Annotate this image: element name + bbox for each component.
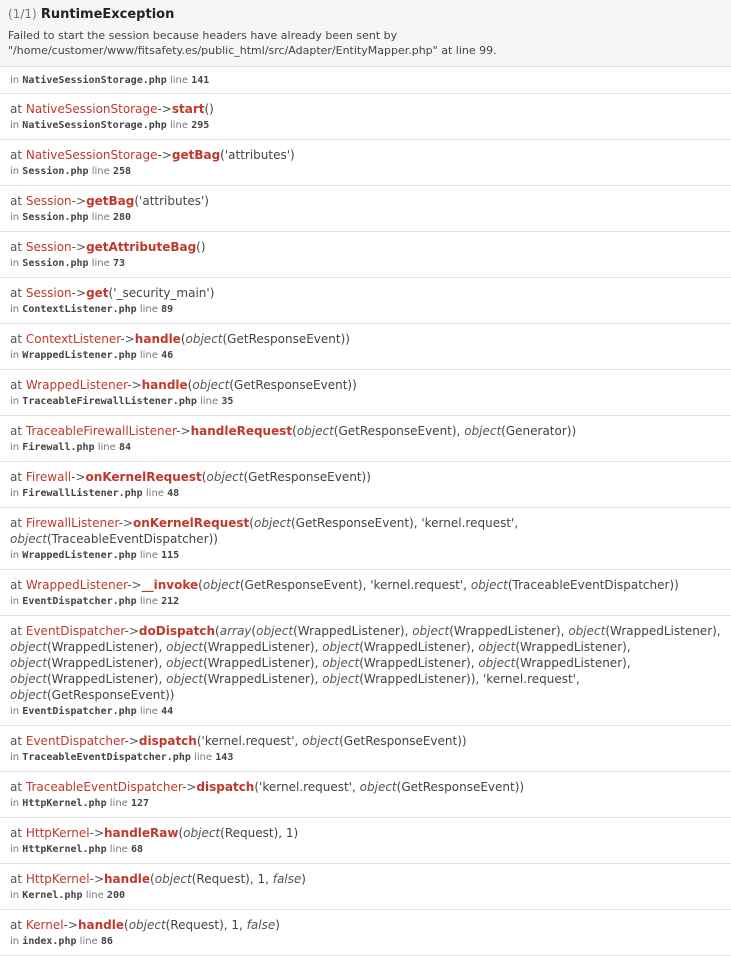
at-label: at [10, 240, 26, 254]
in-label: in [10, 890, 23, 901]
exception-class: RuntimeException [40, 7, 175, 22]
trace-arguments: (object(GetResponseEvent)) [187, 378, 357, 392]
trace-method-link[interactable]: getBag [171, 148, 221, 162]
trace-arguments: ('kernel.request', object(GetResponseEvent)) [254, 780, 525, 794]
object-operator: -> [71, 470, 86, 484]
line-label: line [88, 258, 113, 269]
trace-arguments: (object(GetResponseEvent)) [201, 470, 371, 484]
trace-file-location [10, 843, 723, 857]
stack-frames [0, 94, 731, 956]
in-label: in [10, 75, 20, 86]
trace-item [0, 186, 731, 232]
trace-file-location [10, 935, 723, 949]
trace-call [10, 331, 723, 347]
trace-item [0, 508, 731, 570]
file-name: FirewallListener.php [22, 488, 143, 499]
trace-method-link[interactable]: handle [134, 332, 181, 346]
object-operator: -> [71, 286, 87, 300]
in-label: in [10, 596, 23, 607]
trace-class-link[interactable]: Session [25, 286, 72, 300]
line-number: 212 [161, 596, 180, 607]
trace-method-link[interactable]: dispatch [196, 780, 255, 794]
in-label: in [10, 396, 23, 407]
trace-class-link[interactable]: WrappedListener [25, 378, 128, 392]
line-number: 46 [161, 350, 174, 361]
trace-call [10, 623, 723, 703]
in-label: in [10, 258, 23, 269]
in-label: in [10, 706, 23, 717]
trace-method-link[interactable]: get [86, 286, 109, 300]
line-number: 86 [100, 936, 113, 947]
file-name: index.php [22, 936, 77, 947]
object-operator: -> [127, 578, 142, 592]
trace-file-location [10, 303, 723, 317]
file-name: EventDispatcher.php [22, 706, 137, 717]
trace-file-location [10, 549, 723, 563]
at-label: at [10, 148, 26, 162]
line-label: line [136, 596, 162, 607]
file-name: TraceableFirewallListener.php [22, 396, 197, 407]
at-label: at [10, 918, 26, 932]
in-label: in [10, 304, 23, 315]
trace-arguments: (array(object(WrappedListener), object(WrappedListener), object(WrappedListener), object(WrappedListener), object(WrappedListener), object(WrappedListener), object(WrappedListener), object(WrappedListener), object(WrappedListener), object(WrappedListener), object(WrappedListener), object(WrappedListener), object(WrappedListener), object(WrappedListener)), 'kernel.request', object(GetResponseEvent)) [10, 624, 721, 702]
trace-call [10, 193, 723, 209]
trace-item [0, 864, 731, 910]
file-name: NativeSessionStorage.php [22, 75, 167, 86]
in-label: in [10, 120, 23, 131]
trace-method-link[interactable]: handle [77, 918, 124, 932]
line-number: 280 [112, 212, 131, 223]
trace-arguments: (object(GetResponseEvent), 'kernel.request', object(TraceableEventDispatcher)) [10, 516, 519, 546]
line-number: 115 [161, 550, 180, 561]
object-operator: -> [71, 194, 87, 208]
line-number: 127 [131, 798, 150, 809]
in-label: in [10, 936, 23, 947]
trace-class-link[interactable]: ContextListener [25, 332, 121, 346]
trace-call [10, 285, 723, 301]
object-operator: -> [127, 378, 142, 392]
trace-class-link[interactable]: WrappedListener [25, 578, 128, 592]
file-name: Session.php [22, 166, 89, 177]
line-number: 143 [215, 752, 234, 763]
line-number: 141 [191, 75, 210, 86]
object-operator: -> [182, 780, 197, 794]
trace-class-link[interactable]: Firewall [25, 470, 72, 484]
file-name: TraceableEventDispatcher.php [22, 752, 191, 763]
line-label: line [196, 396, 222, 407]
trace-arguments: (object(GetResponseEvent), object(Generator)) [292, 424, 577, 438]
line-number: 84 [118, 442, 131, 453]
trace-item [0, 278, 731, 324]
stack-trace-list [0, 67, 731, 94]
in-label: in [10, 798, 23, 809]
trace-arguments: ('attributes') [220, 148, 295, 162]
object-operator: -> [124, 624, 139, 638]
file-name: WrappedListener.php [22, 350, 137, 361]
in-label: in [10, 550, 23, 561]
exception-count: (1/1) [8, 7, 37, 21]
line-label: line [106, 798, 131, 809]
object-operator: -> [124, 734, 139, 748]
file-name: HttpKernel.php [22, 798, 107, 809]
trace-method-link[interactable]: getAttributeBag [86, 240, 197, 254]
line-label: line [88, 212, 113, 223]
trace-file-location [10, 441, 723, 455]
trace-file-location [10, 119, 723, 133]
trace-file-location [10, 211, 723, 225]
at-label: at [10, 470, 26, 484]
trace-item [0, 462, 731, 508]
trace-arguments: ('_security_main') [108, 286, 215, 300]
trace-method-link[interactable]: getBag [86, 194, 135, 208]
trace-call [10, 825, 723, 841]
trace-file-location [10, 797, 723, 811]
at-label: at [10, 578, 26, 592]
line-label: line [136, 304, 162, 315]
trace-class-link[interactable]: EventDispatcher [25, 734, 125, 748]
line-label: line [76, 936, 101, 947]
trace-item [0, 140, 731, 186]
trace-item [0, 910, 731, 956]
trace-method-link[interactable]: handle [141, 378, 188, 392]
in-label: in [10, 350, 23, 361]
trace-item [0, 94, 731, 140]
trace-file-location [10, 751, 723, 765]
at-label: at [10, 194, 26, 208]
object-operator: -> [71, 240, 87, 254]
trace-item [0, 818, 731, 864]
trace-file-location [10, 487, 723, 501]
at-label: at [10, 286, 26, 300]
at-label: at [10, 102, 26, 116]
trace-file-location [10, 595, 723, 609]
line-number: 258 [112, 166, 131, 177]
line-number: 200 [106, 890, 125, 901]
object-operator: -> [63, 918, 78, 932]
line-label: line [82, 890, 107, 901]
in-label: in [10, 442, 23, 453]
trace-item [0, 232, 731, 278]
trace-class-link[interactable]: HttpKernel [25, 872, 90, 886]
trace-call [10, 917, 723, 933]
file-name: Kernel.php [22, 890, 83, 901]
exception-title [8, 6, 723, 23]
trace-call [10, 779, 723, 795]
line-number: 73 [112, 258, 125, 269]
trace-arguments: () [204, 102, 214, 116]
trace-file-location [10, 165, 723, 179]
in-label: in [10, 166, 23, 177]
trace-item [0, 370, 731, 416]
trace-call [10, 871, 723, 887]
trace-method-link[interactable]: handleRequest [190, 424, 293, 438]
trace-method-link[interactable]: doDispatch [138, 624, 216, 638]
file-name: EventDispatcher.php [22, 596, 137, 607]
exception-header [0, 0, 731, 67]
trace-call [10, 377, 723, 393]
trace-class-link[interactable]: TraceableFirewallListener [25, 424, 177, 438]
file-name: Session.php [22, 212, 89, 223]
line-label: line [170, 75, 189, 86]
line-label: line [106, 844, 131, 855]
trace-file-location [10, 257, 723, 271]
line-number: 48 [167, 488, 180, 499]
line-number: 68 [131, 844, 144, 855]
at-label: at [10, 332, 26, 346]
exception-message: Failed to start the session because headers have already been sent by "/home/customer/www/fitsafety.es/public_html/src/Adapter/EntityMapper.php" at line 99. [8, 29, 497, 57]
trace-item [0, 324, 731, 370]
at-label: at [10, 780, 26, 794]
file-name: ContextListener.php [22, 304, 137, 315]
trace-arguments: (object(Request), 1) [178, 826, 299, 840]
trace-class-link[interactable]: Kernel [25, 918, 64, 932]
trace-class-link[interactable]: HttpKernel [25, 826, 90, 840]
file-name: HttpKernel.php [22, 844, 107, 855]
object-operator: -> [157, 148, 172, 162]
at-label: at [10, 516, 26, 530]
in-label: in [10, 844, 23, 855]
file-name: Session.php [22, 258, 89, 269]
in-label: in [10, 212, 23, 223]
trace-call [10, 469, 723, 485]
trace-arguments: (object(Request), 1, false) [124, 918, 280, 932]
at-label: at [10, 872, 26, 886]
line-number: 89 [161, 304, 174, 315]
at-label: at [10, 624, 26, 638]
in-label: in [10, 752, 23, 763]
trace-file-location [10, 395, 723, 409]
at-label: at [10, 378, 26, 392]
trace-item [0, 570, 731, 616]
trace-call [10, 239, 723, 255]
trace-call [10, 515, 723, 547]
line-number: 35 [221, 396, 234, 407]
object-operator: -> [118, 516, 134, 530]
trace-item [0, 416, 731, 462]
line-label: line [190, 752, 216, 763]
trace-arguments: (object(GetResponseEvent), 'kernel.request', object(TraceableEventDispatcher)) [198, 578, 679, 592]
trace-class-link[interactable]: FirewallListener [25, 516, 119, 530]
trace-call [10, 423, 723, 439]
trace-class-link[interactable]: Session [25, 194, 72, 208]
trace-class-link[interactable]: Session [25, 240, 72, 254]
line-label: line [136, 706, 162, 717]
line-label: line [166, 120, 192, 131]
trace-arguments: (object(GetResponseEvent)) [180, 332, 350, 346]
line-label: line [142, 488, 168, 499]
trace-call [10, 147, 723, 163]
object-operator: -> [157, 102, 172, 116]
trace-file-location [10, 705, 723, 719]
file-name: WrappedListener.php [22, 550, 137, 561]
trace-call [10, 577, 723, 593]
trace-method-link[interactable]: handle [104, 872, 151, 886]
line-number: 44 [161, 706, 174, 717]
line-label: line [136, 550, 162, 561]
line-label: line [136, 350, 162, 361]
trace-call [10, 101, 723, 117]
at-label: at [10, 826, 26, 840]
trace-method-link[interactable]: onKernelRequest [85, 470, 202, 484]
at-label: at [10, 734, 26, 748]
trace-method-link[interactable]: onKernelRequest [133, 516, 250, 530]
trace-arguments: (object(Request), 1, false) [150, 872, 306, 886]
trace-file-location [10, 889, 723, 903]
trace-item-origin [0, 67, 731, 94]
trace-arguments: ('kernel.request', object(GetResponseEvent)) [196, 734, 467, 748]
object-operator: -> [89, 872, 105, 886]
trace-item [0, 726, 731, 772]
trace-class-link[interactable]: NativeSessionStorage [25, 148, 158, 162]
trace-arguments: () [196, 240, 206, 254]
trace-item [0, 616, 731, 726]
trace-file-location [10, 349, 723, 363]
trace-call [10, 733, 723, 749]
trace-class-link[interactable]: TraceableEventDispatcher [25, 780, 183, 794]
trace-class-link[interactable]: EventDispatcher [25, 624, 125, 638]
trace-method-link[interactable]: start [171, 102, 205, 116]
object-operator: -> [89, 826, 105, 840]
trace-arguments: ('attributes') [134, 194, 209, 208]
trace-method-link[interactable]: __invoke [141, 578, 199, 592]
trace-class-link[interactable]: NativeSessionStorage [25, 102, 158, 116]
in-label: in [10, 488, 23, 499]
line-label: line [94, 442, 119, 453]
line-label: line [88, 166, 113, 177]
trace-file-location [10, 74, 723, 88]
object-operator: -> [120, 332, 135, 346]
trace-method-link[interactable]: handleRaw [104, 826, 179, 840]
trace-method-link[interactable]: dispatch [138, 734, 197, 748]
file-name: NativeSessionStorage.php [22, 120, 167, 131]
line-number: 295 [191, 120, 210, 131]
trace-item [0, 772, 731, 818]
file-name: Firewall.php [22, 442, 95, 453]
object-operator: -> [176, 424, 191, 438]
at-label: at [10, 424, 26, 438]
